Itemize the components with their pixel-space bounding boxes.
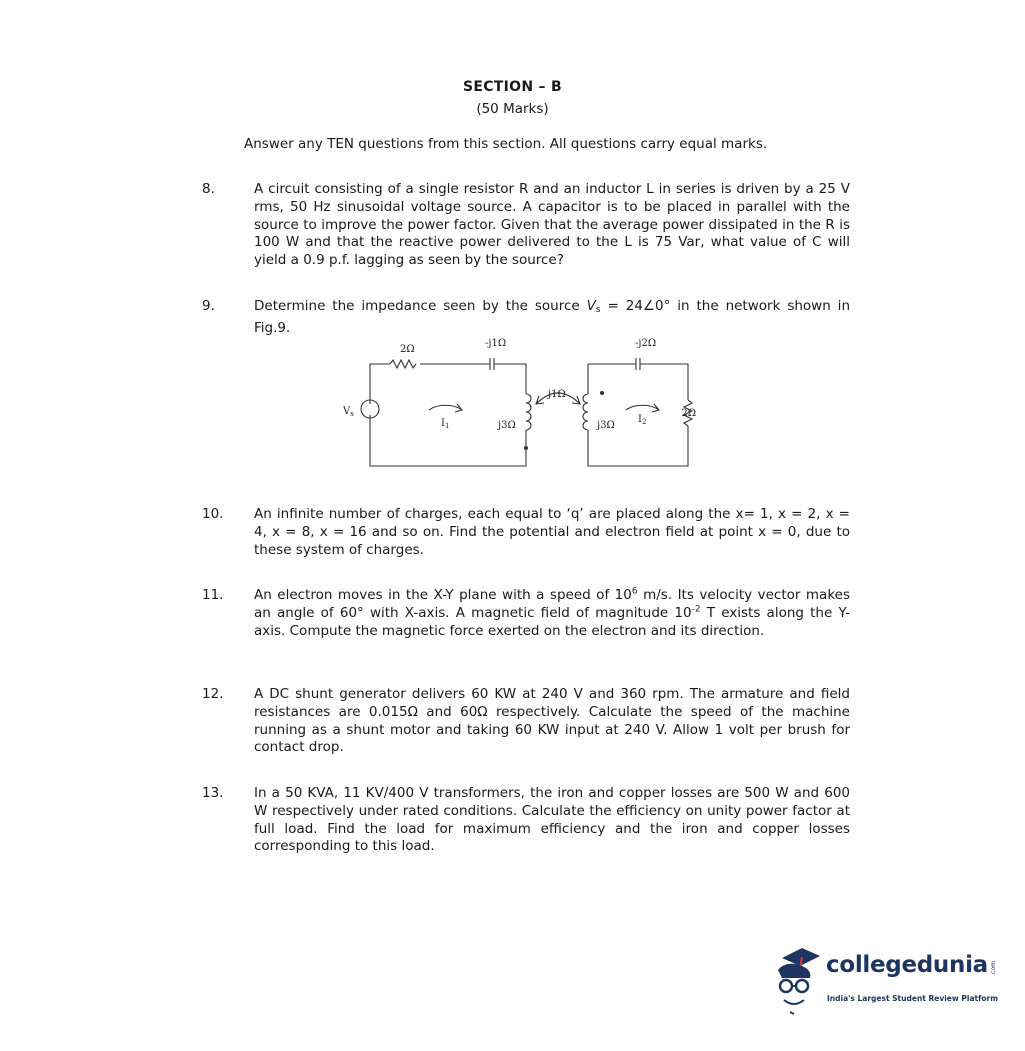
question-number: 8.	[202, 181, 215, 197]
label-i2: $I_2$	[638, 414, 647, 426]
brand-dotcom: .com	[990, 961, 997, 976]
label-i1: $I_1$	[441, 418, 450, 430]
question-number: 11.	[202, 587, 224, 603]
dot-mark-right	[600, 391, 604, 395]
current-arrow-i2	[626, 405, 659, 410]
label-source: $V_s$	[343, 406, 354, 418]
question-number: 13.	[202, 785, 224, 801]
label-l1: j3Ω	[498, 420, 516, 431]
current-arrow-i1	[429, 405, 462, 410]
question-text: A DC shunt generator delivers 60 KW at 240 V and 360 rpm. The armature and field resistances are 0.015Ω and 60Ω respectively. Calculate the speed of the machine running as a shunt motor and taking 60 KW input at 240 V. Allow 1 volt per brush for contact drop.	[254, 686, 850, 756]
inductor-right-symbol	[583, 394, 588, 430]
instructions: Answer any TEN questions from this section. All questions carry equal marks.	[244, 136, 768, 152]
brand-name: collegedunia	[826, 952, 988, 978]
resistor-2ohm-symbol	[390, 360, 416, 368]
label-l2: j3Ω	[597, 420, 615, 431]
question-text: Determine the impedance seen by the source $V_s$ = 24∠0° in the network shown in Fig.9.	[254, 298, 850, 336]
brand-tagline: India's Largest Student Review Platform	[827, 994, 999, 1003]
inductor-left-symbol	[526, 394, 531, 430]
label-r2: 2Ω	[681, 408, 696, 419]
circuit-diagram	[330, 334, 700, 474]
label-r1: 2Ω	[400, 344, 415, 355]
dot-mark-left	[524, 446, 528, 450]
collegedunia-logo	[768, 944, 998, 1024]
question-text: An infinite number of charges, each equal to ‘q’ are placed along the x= 1, x = 2, x = 4, x = 8, x = 16 and so on. Find the potential and electron field at point x = 0, due to these system of charges.	[254, 506, 850, 558]
label-c2: -j2Ω	[635, 338, 657, 349]
label-mutual: j1Ω	[548, 389, 566, 400]
question-text: An electron moves in the X-Y plane with a speed of $10^6$ m/s. Its velocity vector makes an angle of 60° with X-axis. A magnetic field of magnitude $10^{-2}$ T exists along the Y-axis. Compute the magnetic force exerted on the electron and its direction.	[254, 586, 851, 639]
section-title: SECTION – B	[462, 79, 563, 95]
question-text: In a 50 KVA, 11 KV/400 V transformers, the iron and copper losses are 500 W and 600 W respectively under rated conditions. Calculate the efficiency on unity power factor at full load. Find the load for maximum efficiency and the iron and copper losses corresponding to this load.	[254, 785, 850, 855]
question-number: 10.	[202, 506, 224, 522]
mascot-icon	[768, 944, 824, 1020]
label-c1: -j1Ω	[485, 338, 507, 349]
question-text: A circuit consisting of a single resistor R and an inductor L in series is driven by a 25 V rms, 50 Hz sinusoidal voltage source. A capacitor is to be placed in parallel with the source to improve the power factor. Given that the average power dissipated in the R is 100 W and that the reactive power delivered to the L is 75 Var, what value of C will yield a 0.9 p.f. lagging as seen by the source?	[254, 181, 850, 269]
section-marks: (50 Marks)	[476, 101, 549, 117]
question-number: 12.	[202, 686, 224, 702]
question-number: 9.	[202, 298, 215, 314]
